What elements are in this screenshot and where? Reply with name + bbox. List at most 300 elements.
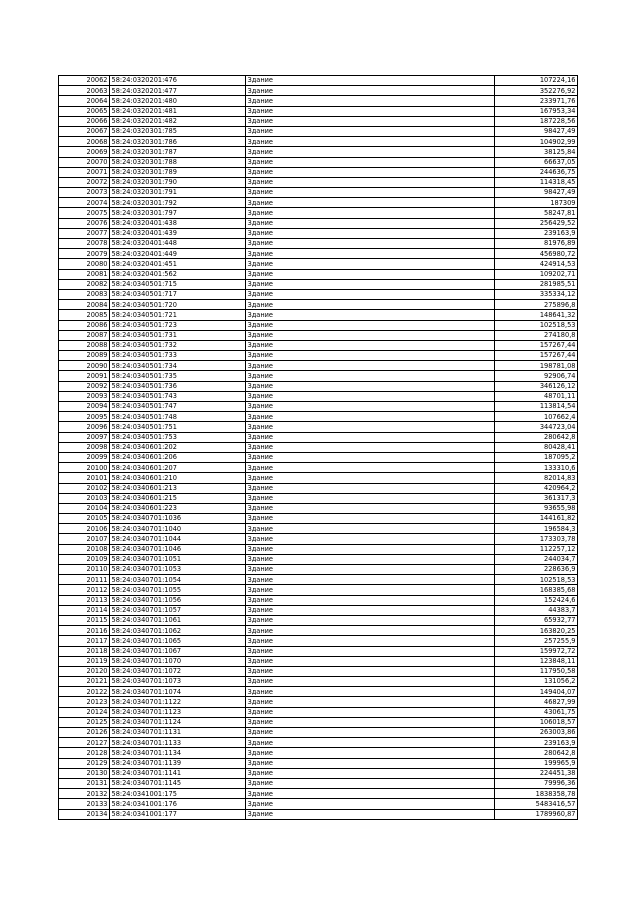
table-row bbox=[59, 615, 578, 625]
cadastral-number-cell: 58:24:0340601:206 bbox=[110, 452, 246, 462]
object-type-cell: Здание bbox=[246, 514, 495, 524]
cadastral-value-cell: 352276,92 bbox=[495, 86, 578, 96]
object-type-cell: Здание bbox=[246, 340, 495, 350]
cadastral-value-cell: 233971,76 bbox=[495, 96, 578, 106]
cadastral-number-cell: 58:24:0320301:789 bbox=[110, 167, 246, 177]
row-number-cell: 20063 bbox=[59, 86, 110, 96]
cadastral-number-cell: 58:24:0340701:1056 bbox=[110, 595, 246, 605]
table-row bbox=[59, 157, 578, 167]
cadastral-value-cell: 224451,38 bbox=[495, 768, 578, 778]
table-row bbox=[59, 605, 578, 615]
object-type-cell: Здание bbox=[246, 544, 495, 554]
row-number-cell: 20117 bbox=[59, 636, 110, 646]
cadastral-value-cell: 104902,99 bbox=[495, 137, 578, 147]
cadastral-value-cell: 66637,05 bbox=[495, 157, 578, 167]
table-row bbox=[59, 697, 578, 707]
table-row bbox=[59, 463, 578, 473]
cadastral-number-cell: 58:24:0320201:482 bbox=[110, 116, 246, 126]
cadastral-number-cell: 58:24:0320301:797 bbox=[110, 208, 246, 218]
cadastral-value-cell: 187309 bbox=[495, 198, 578, 208]
cadastral-value-cell: 5483416,57 bbox=[495, 799, 578, 809]
object-type-cell: Здание bbox=[246, 646, 495, 656]
cadastral-number-cell: 58:24:0340701:1131 bbox=[110, 728, 246, 738]
table-row bbox=[59, 259, 578, 269]
table-row bbox=[59, 167, 578, 177]
row-number-cell: 20116 bbox=[59, 626, 110, 636]
row-number-cell: 20119 bbox=[59, 656, 110, 666]
object-type-cell: Здание bbox=[246, 116, 495, 126]
table-row bbox=[59, 126, 578, 136]
object-type-cell: Здание bbox=[246, 636, 495, 646]
table-row bbox=[59, 575, 578, 585]
object-type-cell: Здание bbox=[246, 565, 495, 575]
cadastral-number-cell: 58:24:0340701:1061 bbox=[110, 615, 246, 625]
row-number-cell: 20105 bbox=[59, 514, 110, 524]
row-number-cell: 20099 bbox=[59, 452, 110, 462]
object-type-cell: Здание bbox=[246, 442, 495, 452]
cadastral-value-cell: 131056,2 bbox=[495, 677, 578, 687]
object-type-cell: Здание bbox=[246, 799, 495, 809]
cadastral-value-cell: 199965,9 bbox=[495, 758, 578, 768]
table-row bbox=[59, 310, 578, 320]
cadastral-value-cell: 102518,53 bbox=[495, 575, 578, 585]
object-type-cell: Здание bbox=[246, 615, 495, 625]
cadastral-number-cell: 58:24:0340701:1062 bbox=[110, 626, 246, 636]
cadastral-number-cell: 58:24:0340601:210 bbox=[110, 473, 246, 483]
cadastral-number-cell: 58:24:0340701:1133 bbox=[110, 738, 246, 748]
table-row bbox=[59, 666, 578, 676]
cadastral-number-cell: 58:24:0320401:438 bbox=[110, 218, 246, 228]
object-type-cell: Здание bbox=[246, 768, 495, 778]
table-row bbox=[59, 503, 578, 513]
cadastral-value-cell: 107224,16 bbox=[495, 76, 578, 86]
row-number-cell: 20114 bbox=[59, 605, 110, 615]
object-type-cell: Здание bbox=[246, 249, 495, 259]
row-number-cell: 20092 bbox=[59, 381, 110, 391]
object-type-cell: Здание bbox=[246, 585, 495, 595]
cadastral-value-cell: 163820,25 bbox=[495, 626, 578, 636]
row-number-cell: 20086 bbox=[59, 320, 110, 330]
table-row bbox=[59, 330, 578, 340]
object-type-cell: Здание bbox=[246, 96, 495, 106]
table-row bbox=[59, 177, 578, 187]
object-type-cell: Здание bbox=[246, 483, 495, 493]
cadastral-value-cell: 117950,58 bbox=[495, 666, 578, 676]
cadastral-value-cell: 93655,98 bbox=[495, 503, 578, 513]
cadastral-value-cell: 1838358,78 bbox=[495, 789, 578, 799]
object-type-cell: Здание bbox=[246, 738, 495, 748]
row-number-cell: 20110 bbox=[59, 565, 110, 575]
cadastral-number-cell: 58:24:0320401:451 bbox=[110, 259, 246, 269]
cadastral-number-cell: 58:24:0320301:787 bbox=[110, 147, 246, 157]
table-row bbox=[59, 677, 578, 687]
row-number-cell: 20111 bbox=[59, 575, 110, 585]
row-number-cell: 20103 bbox=[59, 493, 110, 503]
object-type-cell: Здание bbox=[246, 351, 495, 361]
cadastral-value-cell: 123848,11 bbox=[495, 656, 578, 666]
cadastral-number-cell: 58:24:0340501:736 bbox=[110, 381, 246, 391]
cadastral-value-cell: 257255,9 bbox=[495, 636, 578, 646]
object-type-cell: Здание bbox=[246, 126, 495, 136]
cadastral-number-cell: 58:24:0340601:202 bbox=[110, 442, 246, 452]
cadastral-value-cell: 456980,72 bbox=[495, 249, 578, 259]
cadastral-number-cell: 58:24:0320301:792 bbox=[110, 198, 246, 208]
cadastral-value-cell: 167953,34 bbox=[495, 106, 578, 116]
row-number-cell: 20118 bbox=[59, 646, 110, 656]
table-row bbox=[59, 758, 578, 768]
cadastral-value-cell: 274180,8 bbox=[495, 330, 578, 340]
table-row bbox=[59, 483, 578, 493]
row-number-cell: 20121 bbox=[59, 677, 110, 687]
row-number-cell: 20078 bbox=[59, 239, 110, 249]
row-number-cell: 20102 bbox=[59, 483, 110, 493]
cadastral-value-cell: 168385,68 bbox=[495, 585, 578, 595]
cadastral-number-cell: 58:24:0320201:476 bbox=[110, 76, 246, 86]
row-number-cell: 20107 bbox=[59, 534, 110, 544]
table-row bbox=[59, 391, 578, 401]
cadastral-value-cell: 46827,99 bbox=[495, 697, 578, 707]
cadastral-value-cell: 280642,8 bbox=[495, 748, 578, 758]
cadastral-number-cell: 58:24:0340601:213 bbox=[110, 483, 246, 493]
row-number-cell: 20082 bbox=[59, 279, 110, 289]
table-row bbox=[59, 728, 578, 738]
cadastral-value-cell: 98427,49 bbox=[495, 188, 578, 198]
cadastral-value-cell: 281985,51 bbox=[495, 279, 578, 289]
object-type-cell: Здание bbox=[246, 432, 495, 442]
table-row bbox=[59, 289, 578, 299]
row-number-cell: 20104 bbox=[59, 503, 110, 513]
row-number-cell: 20089 bbox=[59, 351, 110, 361]
row-number-cell: 20093 bbox=[59, 391, 110, 401]
cadastral-value-cell: 112257,12 bbox=[495, 544, 578, 554]
row-number-cell: 20131 bbox=[59, 778, 110, 788]
cadastral-value-cell: 65932,77 bbox=[495, 615, 578, 625]
table-row bbox=[59, 76, 578, 86]
object-type-cell: Здание bbox=[246, 595, 495, 605]
object-type-cell: Здание bbox=[246, 371, 495, 381]
row-number-cell: 20080 bbox=[59, 259, 110, 269]
cadastral-value-cell: 173303,78 bbox=[495, 534, 578, 544]
cadastral-value-cell: 424914,53 bbox=[495, 259, 578, 269]
object-type-cell: Здание bbox=[246, 218, 495, 228]
cadastral-value-cell: 239163,9 bbox=[495, 228, 578, 238]
object-type-cell: Здание bbox=[246, 687, 495, 697]
cadastral-value-cell: 144161,82 bbox=[495, 514, 578, 524]
table-row bbox=[59, 656, 578, 666]
row-number-cell: 20066 bbox=[59, 116, 110, 126]
cadastral-number-cell: 58:24:0340501:715 bbox=[110, 279, 246, 289]
table-row bbox=[59, 544, 578, 554]
cadastral-value-cell: 152424,6 bbox=[495, 595, 578, 605]
table-row bbox=[59, 452, 578, 462]
object-type-cell: Здание bbox=[246, 289, 495, 299]
row-number-cell: 20076 bbox=[59, 218, 110, 228]
cadastral-number-cell: 58:24:0320401:439 bbox=[110, 228, 246, 238]
cadastral-number-cell: 58:24:0320401:562 bbox=[110, 269, 246, 279]
cadastral-value-cell: 228636,9 bbox=[495, 565, 578, 575]
cadastral-number-cell: 58:24:0320401:449 bbox=[110, 249, 246, 259]
object-type-cell: Здание bbox=[246, 147, 495, 157]
cadastral-number-cell: 58:24:0340701:1046 bbox=[110, 544, 246, 554]
table-row bbox=[59, 809, 578, 819]
cadastral-value-cell: 109202,71 bbox=[495, 269, 578, 279]
object-type-cell: Здание bbox=[246, 208, 495, 218]
table-row bbox=[59, 340, 578, 350]
cadastral-value-cell: 157267,44 bbox=[495, 351, 578, 361]
row-number-cell: 20124 bbox=[59, 707, 110, 717]
object-type-cell: Здание bbox=[246, 198, 495, 208]
cadastral-value-cell: 38125,84 bbox=[495, 147, 578, 157]
row-number-cell: 20097 bbox=[59, 432, 110, 442]
row-number-cell: 20133 bbox=[59, 799, 110, 809]
cadastral-value-cell: 275896,8 bbox=[495, 300, 578, 310]
object-type-cell: Здание bbox=[246, 330, 495, 340]
object-type-cell: Здание bbox=[246, 778, 495, 788]
table-row bbox=[59, 137, 578, 147]
cadastral-number-cell: 58:24:0340701:1073 bbox=[110, 677, 246, 687]
cadastral-value-cell: 48701,11 bbox=[495, 391, 578, 401]
cadastral-number-cell: 58:24:0340701:1054 bbox=[110, 575, 246, 585]
row-number-cell: 20090 bbox=[59, 361, 110, 371]
row-number-cell: 20109 bbox=[59, 554, 110, 564]
table-row bbox=[59, 738, 578, 748]
object-type-cell: Здание bbox=[246, 279, 495, 289]
cadastral-number-cell: 58:24:0340501:721 bbox=[110, 310, 246, 320]
object-type-cell: Здание bbox=[246, 554, 495, 564]
object-type-cell: Здание bbox=[246, 473, 495, 483]
object-type-cell: Здание bbox=[246, 534, 495, 544]
table-row bbox=[59, 320, 578, 330]
object-type-cell: Здание bbox=[246, 697, 495, 707]
row-number-cell: 20115 bbox=[59, 615, 110, 625]
cadastral-number-cell: 58:24:0320301:786 bbox=[110, 137, 246, 147]
table-row bbox=[59, 442, 578, 452]
object-type-cell: Здание bbox=[246, 666, 495, 676]
row-number-cell: 20128 bbox=[59, 748, 110, 758]
table-row bbox=[59, 514, 578, 524]
row-number-cell: 20075 bbox=[59, 208, 110, 218]
cadastral-value-cell: 335334,12 bbox=[495, 289, 578, 299]
table-row bbox=[59, 768, 578, 778]
table-row bbox=[59, 799, 578, 809]
table-row bbox=[59, 106, 578, 116]
table-row bbox=[59, 218, 578, 228]
table-row bbox=[59, 381, 578, 391]
row-number-cell: 20126 bbox=[59, 728, 110, 738]
table-row bbox=[59, 239, 578, 249]
table-row bbox=[59, 717, 578, 727]
cadastral-number-cell: 58:24:0340701:1070 bbox=[110, 656, 246, 666]
row-number-cell: 20134 bbox=[59, 809, 110, 819]
table-row bbox=[59, 646, 578, 656]
table-row bbox=[59, 524, 578, 534]
cadastral-value-cell: 58247,81 bbox=[495, 208, 578, 218]
cadastral-value-cell: 361317,3 bbox=[495, 493, 578, 503]
row-number-cell: 20106 bbox=[59, 524, 110, 534]
cadastral-number-cell: 58:24:0340501:720 bbox=[110, 300, 246, 310]
cadastral-number-cell: 58:24:0340701:1055 bbox=[110, 585, 246, 595]
cadastral-number-cell: 58:24:0340501:732 bbox=[110, 340, 246, 350]
cadastral-number-cell: 58:24:0340701:1134 bbox=[110, 748, 246, 758]
cadastral-number-cell: 58:24:0320401:448 bbox=[110, 239, 246, 249]
table-row bbox=[59, 432, 578, 442]
row-number-cell: 20067 bbox=[59, 126, 110, 136]
object-type-cell: Здание bbox=[246, 452, 495, 462]
cadastral-number-cell: 58:24:0340601:215 bbox=[110, 493, 246, 503]
table-row bbox=[59, 626, 578, 636]
cadastral-value-cell: 149404,07 bbox=[495, 687, 578, 697]
row-number-cell: 20087 bbox=[59, 330, 110, 340]
row-number-cell: 20098 bbox=[59, 442, 110, 452]
cadastral-value-cell: 79996,36 bbox=[495, 778, 578, 788]
table-body bbox=[59, 76, 578, 820]
cadastral-value-cell: 102518,53 bbox=[495, 320, 578, 330]
cadastral-number-cell: 58:24:0340501:735 bbox=[110, 371, 246, 381]
cadastral-value-cell: 187095,2 bbox=[495, 452, 578, 462]
object-type-cell: Здание bbox=[246, 157, 495, 167]
row-number-cell: 20073 bbox=[59, 188, 110, 198]
row-number-cell: 20112 bbox=[59, 585, 110, 595]
object-type-cell: Здание bbox=[246, 758, 495, 768]
row-number-cell: 20074 bbox=[59, 198, 110, 208]
row-number-cell: 20122 bbox=[59, 687, 110, 697]
table-row bbox=[59, 493, 578, 503]
cadastral-value-cell: 159972,72 bbox=[495, 646, 578, 656]
object-type-cell: Здание bbox=[246, 809, 495, 819]
cadastral-value-cell: 113814,54 bbox=[495, 402, 578, 412]
cadastral-number-cell: 58:24:0340701:1065 bbox=[110, 636, 246, 646]
object-type-cell: Здание bbox=[246, 493, 495, 503]
table-row bbox=[59, 422, 578, 432]
row-number-cell: 20101 bbox=[59, 473, 110, 483]
object-type-cell: Здание bbox=[246, 575, 495, 585]
table-row bbox=[59, 402, 578, 412]
table-row bbox=[59, 412, 578, 422]
cadastral-number-cell: 58:24:0320201:480 bbox=[110, 96, 246, 106]
row-number-cell: 20123 bbox=[59, 697, 110, 707]
row-number-cell: 20095 bbox=[59, 412, 110, 422]
cadastral-number-cell: 58:24:0340701:1122 bbox=[110, 697, 246, 707]
cadastral-number-cell: 58:24:0320201:481 bbox=[110, 106, 246, 116]
cadastral-number-cell: 58:24:0340701:1057 bbox=[110, 605, 246, 615]
row-number-cell: 20070 bbox=[59, 157, 110, 167]
cadastral-number-cell: 58:24:0340701:1124 bbox=[110, 717, 246, 727]
cadastral-value-cell: 157267,44 bbox=[495, 340, 578, 350]
row-number-cell: 20129 bbox=[59, 758, 110, 768]
object-type-cell: Здание bbox=[246, 412, 495, 422]
row-number-cell: 20108 bbox=[59, 544, 110, 554]
row-number-cell: 20132 bbox=[59, 789, 110, 799]
cadastral-number-cell: 58:24:0340601:223 bbox=[110, 503, 246, 513]
object-type-cell: Здание bbox=[246, 269, 495, 279]
object-type-cell: Здание bbox=[246, 320, 495, 330]
table-row bbox=[59, 116, 578, 126]
row-number-cell: 20125 bbox=[59, 717, 110, 727]
object-type-cell: Здание bbox=[246, 748, 495, 758]
cadastral-number-cell: 58:24:0340501:734 bbox=[110, 361, 246, 371]
row-number-cell: 20065 bbox=[59, 106, 110, 116]
row-number-cell: 20127 bbox=[59, 738, 110, 748]
row-number-cell: 20071 bbox=[59, 167, 110, 177]
table-row bbox=[59, 554, 578, 564]
cadastral-number-cell: 58:24:0340701:1044 bbox=[110, 534, 246, 544]
cadastral-value-cell: 196584,3 bbox=[495, 524, 578, 534]
row-number-cell: 20072 bbox=[59, 177, 110, 187]
object-type-cell: Здание bbox=[246, 728, 495, 738]
cadastral-number-cell: 58:24:0340701:1067 bbox=[110, 646, 246, 656]
cadastral-number-cell: 58:24:0340701:1051 bbox=[110, 554, 246, 564]
table-row bbox=[59, 351, 578, 361]
cadastral-number-cell: 58:24:0341001:175 bbox=[110, 789, 246, 799]
cadastral-number-cell: 58:24:0340501:717 bbox=[110, 289, 246, 299]
table-row bbox=[59, 636, 578, 646]
object-type-cell: Здание bbox=[246, 300, 495, 310]
object-type-cell: Здание bbox=[246, 76, 495, 86]
object-type-cell: Здание bbox=[246, 717, 495, 727]
cadastral-value-cell: 1789960,87 bbox=[495, 809, 578, 819]
cadastral-number-cell: 58:24:0340601:207 bbox=[110, 463, 246, 473]
cadastral-number-cell: 58:24:0341001:176 bbox=[110, 799, 246, 809]
cadastral-value-cell: 92906,74 bbox=[495, 371, 578, 381]
cadastral-number-cell: 58:24:0320301:788 bbox=[110, 157, 246, 167]
table-row bbox=[59, 228, 578, 238]
cadastral-value-cell: 280642,8 bbox=[495, 432, 578, 442]
object-type-cell: Здание bbox=[246, 259, 495, 269]
row-number-cell: 20100 bbox=[59, 463, 110, 473]
cadastral-value-cell: 80428,41 bbox=[495, 442, 578, 452]
object-type-cell: Здание bbox=[246, 656, 495, 666]
cadastral-value-cell: 344723,04 bbox=[495, 422, 578, 432]
cadastral-value-cell: 133310,6 bbox=[495, 463, 578, 473]
cadastral-value-cell: 346126,12 bbox=[495, 381, 578, 391]
object-type-cell: Здание bbox=[246, 310, 495, 320]
cadastral-value-cell: 98427,49 bbox=[495, 126, 578, 136]
row-number-cell: 20091 bbox=[59, 371, 110, 381]
cadastral-number-cell: 58:24:0340701:1145 bbox=[110, 778, 246, 788]
table-row bbox=[59, 86, 578, 96]
object-type-cell: Здание bbox=[246, 391, 495, 401]
object-type-cell: Здание bbox=[246, 503, 495, 513]
cadastral-number-cell: 58:24:0320301:785 bbox=[110, 126, 246, 136]
row-number-cell: 20085 bbox=[59, 310, 110, 320]
cadastral-number-cell: 58:24:0320301:790 bbox=[110, 177, 246, 187]
table-row bbox=[59, 208, 578, 218]
table-row bbox=[59, 748, 578, 758]
object-type-cell: Здание bbox=[246, 677, 495, 687]
cadastral-number-cell: 58:24:0340701:1036 bbox=[110, 514, 246, 524]
cadastral-value-cell: 43061,75 bbox=[495, 707, 578, 717]
cadastral-number-cell: 58:24:0340501:747 bbox=[110, 402, 246, 412]
table-row bbox=[59, 279, 578, 289]
cadastral-value-cell: 263003,86 bbox=[495, 728, 578, 738]
cadastral-value-cell: 420964,2 bbox=[495, 483, 578, 493]
cadastral-number-cell: 58:24:0340701:1139 bbox=[110, 758, 246, 768]
object-type-cell: Здание bbox=[246, 524, 495, 534]
row-number-cell: 20113 bbox=[59, 595, 110, 605]
cadastral-value-cell: 239163,9 bbox=[495, 738, 578, 748]
cadastral-number-cell: 58:24:0340701:1141 bbox=[110, 768, 246, 778]
cadastral-value-cell: 106018,57 bbox=[495, 717, 578, 727]
cadastral-number-cell: 58:24:0340501:731 bbox=[110, 330, 246, 340]
row-number-cell: 20062 bbox=[59, 76, 110, 86]
row-number-cell: 20088 bbox=[59, 340, 110, 350]
row-number-cell: 20120 bbox=[59, 666, 110, 676]
row-number-cell: 20064 bbox=[59, 96, 110, 106]
cadastral-value-cell: 198781,08 bbox=[495, 361, 578, 371]
table-row bbox=[59, 96, 578, 106]
cadastral-number-cell: 58:24:0340701:1072 bbox=[110, 666, 246, 676]
cadastral-number-cell: 58:24:0320301:791 bbox=[110, 188, 246, 198]
